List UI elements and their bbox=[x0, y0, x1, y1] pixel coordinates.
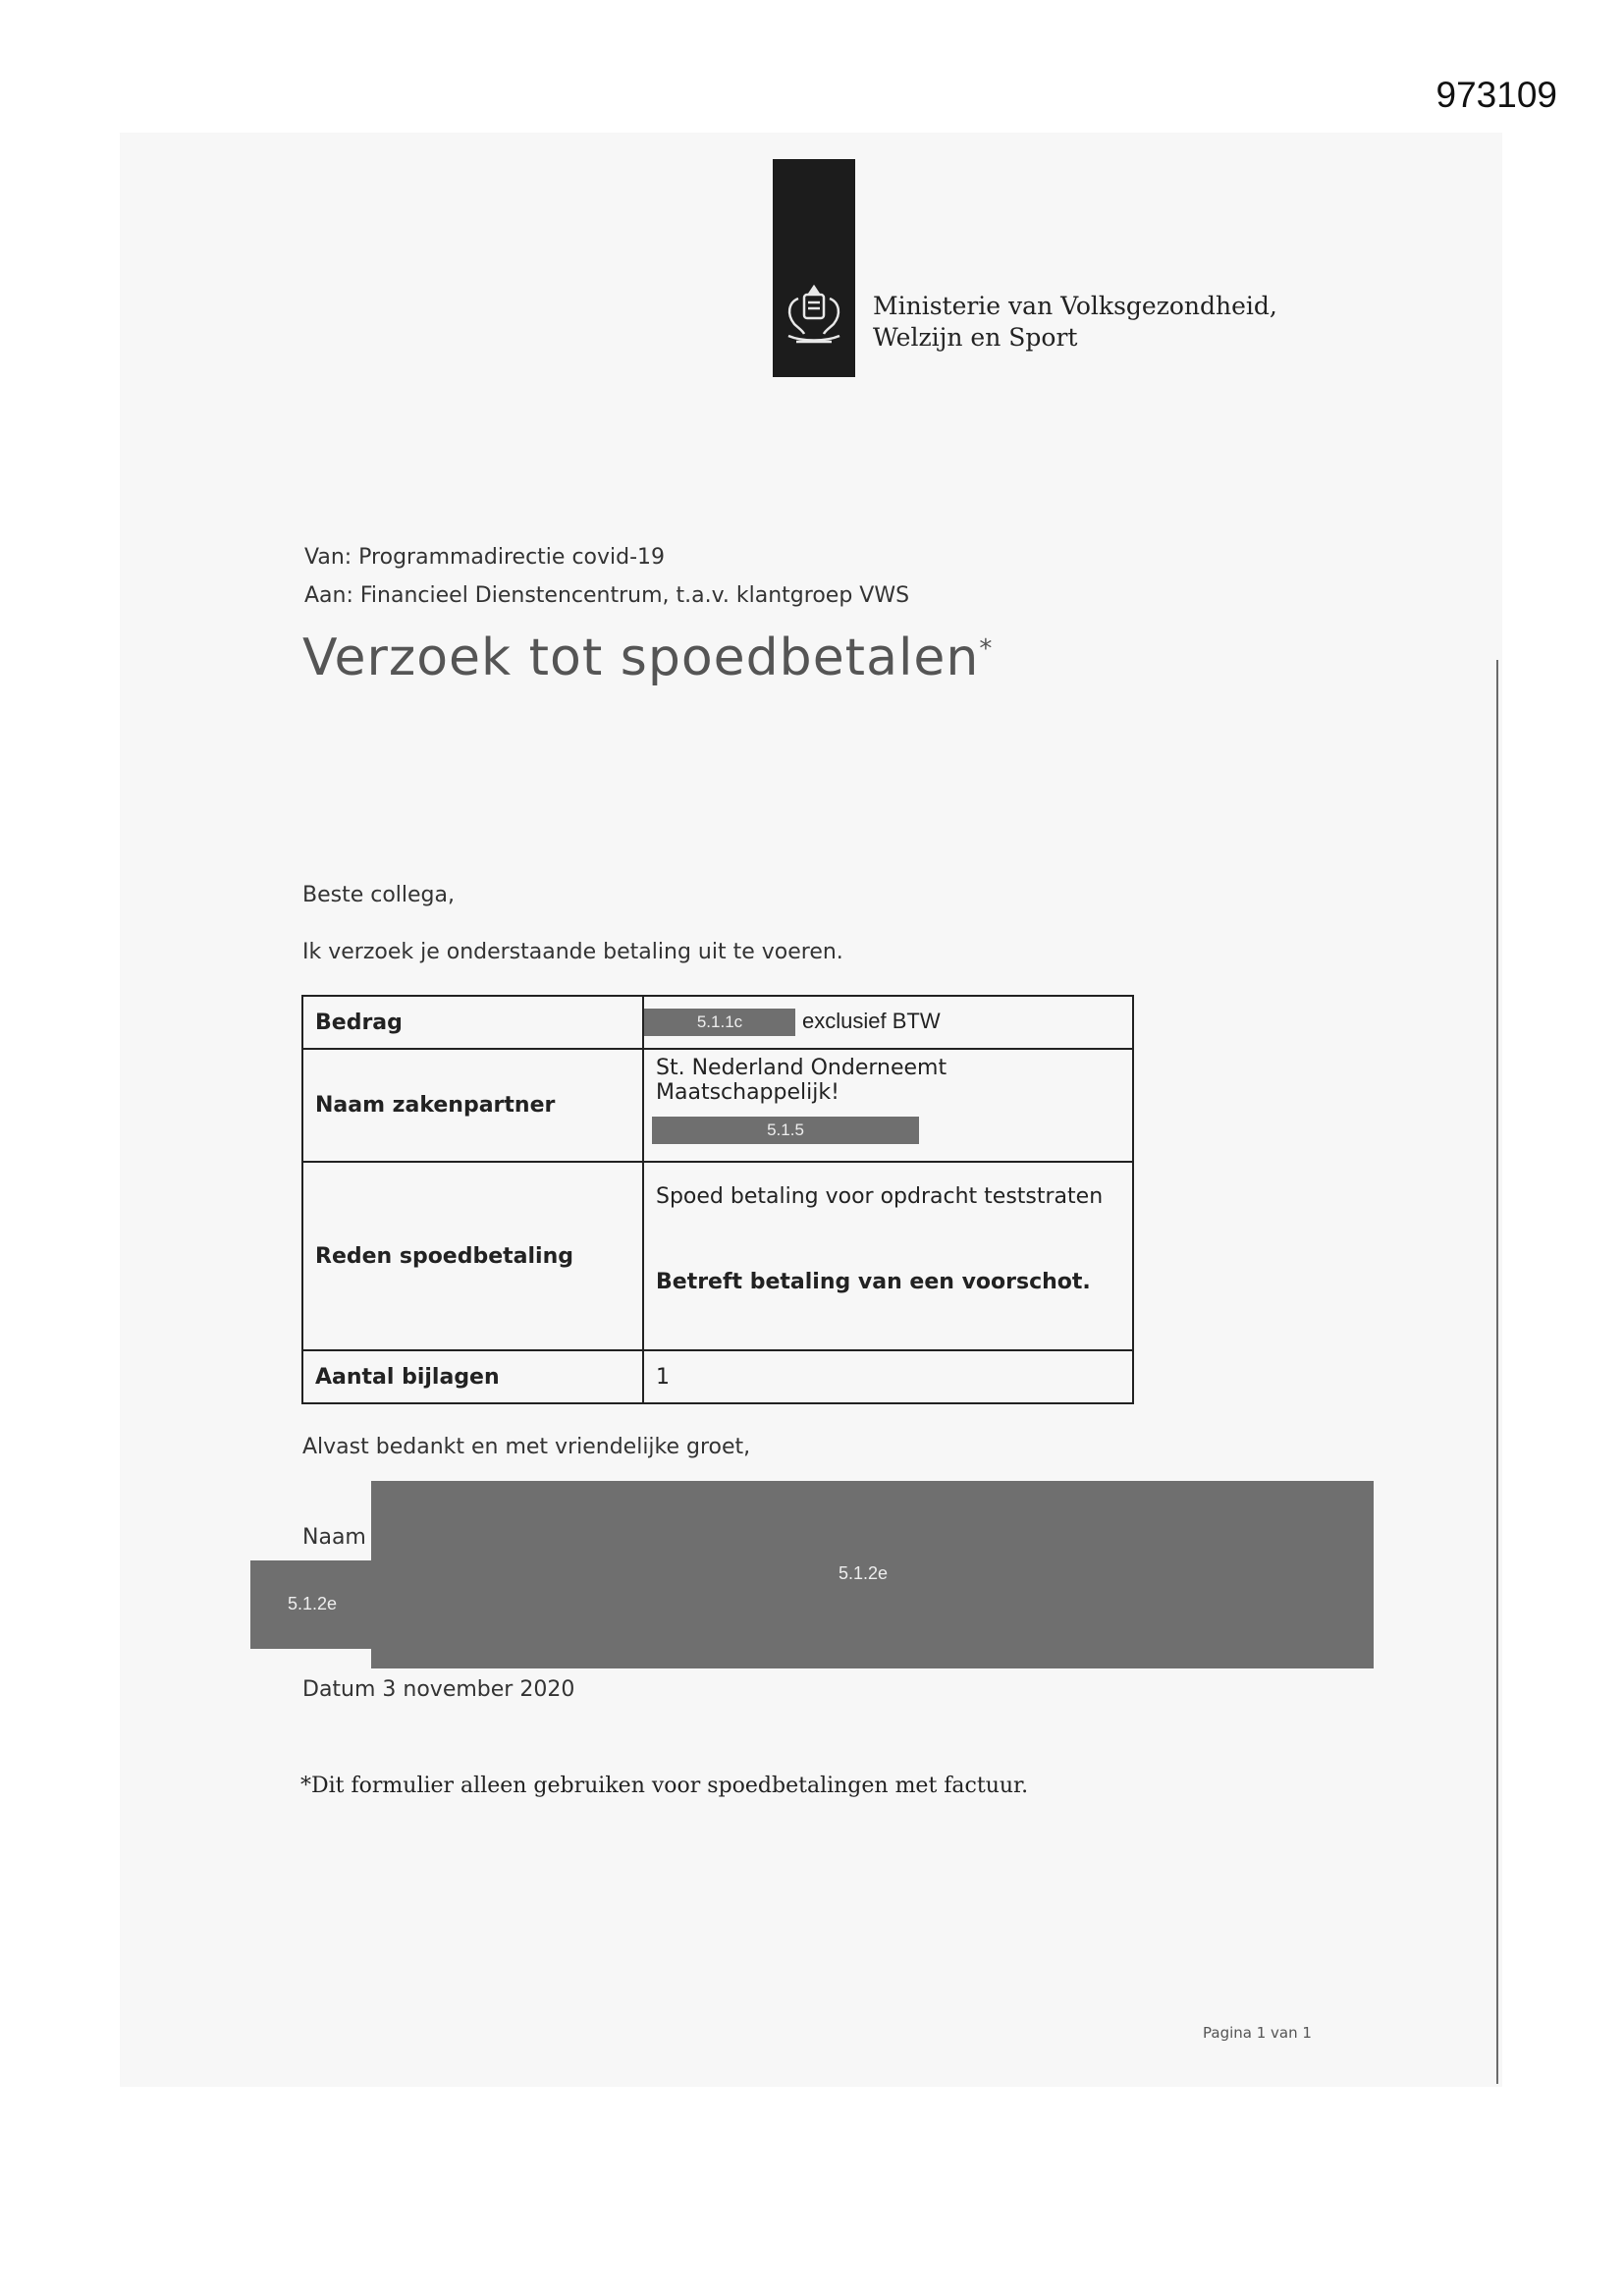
ministry-name-line2: Welzijn en Sport bbox=[873, 323, 1078, 352]
side-redaction-code: 5.1.2e bbox=[288, 1594, 338, 1613]
partner-redaction: 5.1.5 bbox=[652, 1117, 919, 1144]
to-line: Aan: Financieel Dienstencentrum, t.a.v. klantgroep VWS bbox=[304, 583, 910, 608]
table-row-partner bbox=[302, 1049, 1133, 1162]
amount-cell bbox=[643, 996, 1133, 1049]
signature-redaction bbox=[371, 1481, 1374, 1668]
ministry-name-line1: Ministerie van Volksgezondheid, bbox=[873, 292, 1277, 320]
from-line: Van: Programmadirectie covid-19 bbox=[304, 545, 666, 570]
greeting: Beste collega, bbox=[302, 883, 455, 907]
table-row-attachments bbox=[302, 1350, 1133, 1403]
partner-label: Naam zakenpartner bbox=[302, 1049, 643, 1162]
title-text: Verzoek tot spoedbetalen bbox=[302, 629, 980, 687]
amount-label: Bedrag bbox=[302, 996, 643, 1049]
reason-text: Spoed betaling voor opdracht teststraten bbox=[656, 1184, 1104, 1209]
intro-text: Ik verzoek je onderstaande betaling uit te voeren. bbox=[302, 940, 843, 964]
page-edge-line bbox=[1496, 660, 1498, 2084]
partner-name-line2: Maatschappelijk! bbox=[656, 1080, 839, 1105]
title-footnote-mark: * bbox=[979, 634, 994, 664]
side-redaction bbox=[250, 1560, 372, 1649]
name-label: Naam bbox=[302, 1525, 366, 1550]
signature-redaction-code: 5.1.2e bbox=[839, 1563, 889, 1583]
amount-redaction: 5.1.1c bbox=[644, 1009, 795, 1036]
page-number: Pagina 1 van 1 bbox=[1203, 2024, 1312, 2042]
page-title bbox=[302, 629, 993, 687]
reason-advance-note: Betreft betaling van een voorschot. bbox=[656, 1270, 1091, 1294]
attachments-value: 1 bbox=[643, 1350, 1133, 1403]
date-text: Datum 3 november 2020 bbox=[302, 1677, 575, 1702]
reason-cell bbox=[643, 1162, 1133, 1350]
table-row-reason bbox=[302, 1162, 1133, 1350]
partner-name-line1: St. Nederland Onderneemt bbox=[656, 1056, 947, 1080]
table-row-amount bbox=[302, 996, 1133, 1049]
payment-table bbox=[301, 995, 1134, 1404]
reason-label: Reden spoedbetaling bbox=[302, 1162, 643, 1350]
coat-of-arms-icon bbox=[779, 281, 849, 352]
closing-text: Alvast bedankt en met vriendelijke groet, bbox=[302, 1435, 751, 1459]
amount-suffix: exclusief BTW bbox=[802, 1009, 941, 1033]
attachments-label: Aantal bijlagen bbox=[302, 1350, 643, 1403]
partner-cell bbox=[643, 1049, 1133, 1162]
footnote: *Dit formulier alleen gebruiken voor spoedbetalingen met factuur. bbox=[300, 1774, 1029, 1798]
ministry-logo-bar bbox=[773, 159, 855, 377]
document-number: 973109 bbox=[1435, 75, 1557, 115]
ministry-name bbox=[873, 291, 1277, 354]
